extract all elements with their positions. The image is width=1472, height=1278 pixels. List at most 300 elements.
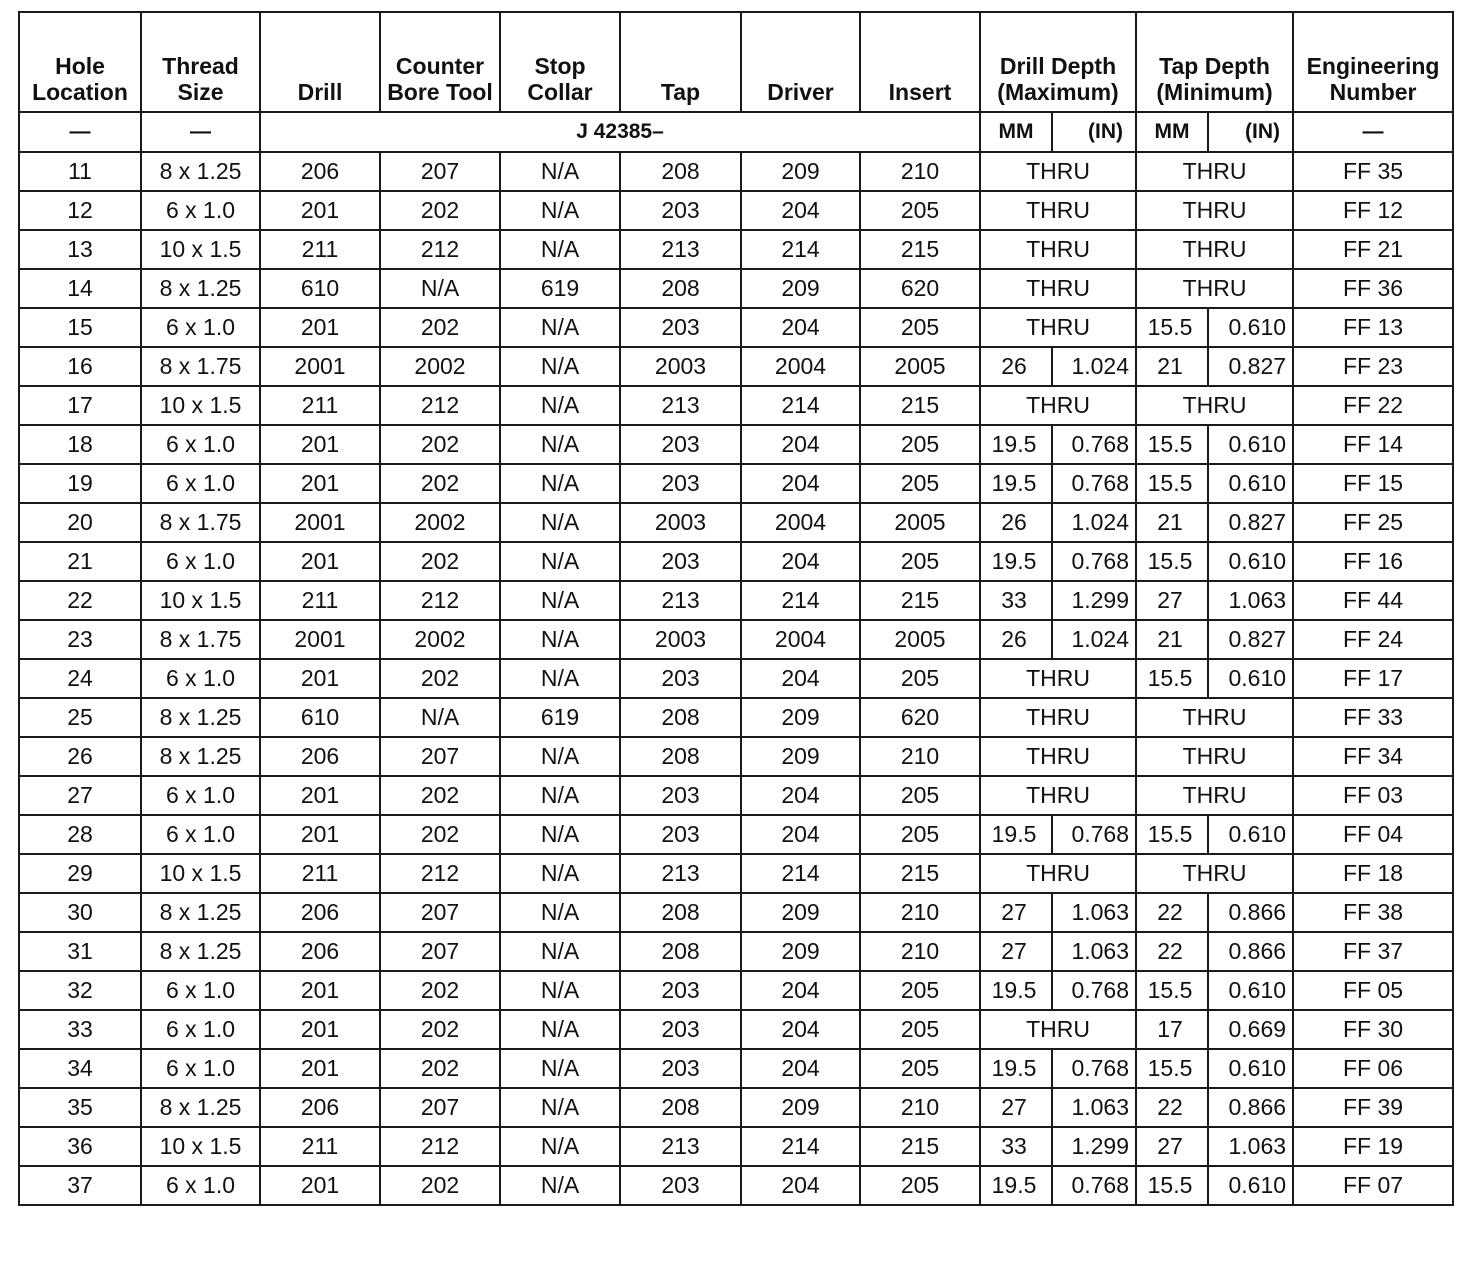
cell-insert: 620 bbox=[860, 269, 980, 308]
cell-tap-depth-mm: 27 bbox=[1136, 581, 1208, 620]
cell-drill-depth-mm: 19.5 bbox=[980, 425, 1052, 464]
cell-thread-size: 6 x 1.0 bbox=[141, 1049, 260, 1088]
cell-drill-depth-mm: 33 bbox=[980, 581, 1052, 620]
cell-tap: 203 bbox=[620, 464, 741, 503]
cell-thread-size: 8 x 1.75 bbox=[141, 503, 260, 542]
cell-drill: 2001 bbox=[260, 620, 380, 659]
cell-stop-collar: 619 bbox=[500, 698, 620, 737]
cell-stop-collar: N/A bbox=[500, 581, 620, 620]
cell-stop-collar: N/A bbox=[500, 1088, 620, 1127]
table-row bbox=[19, 386, 1453, 425]
cell-driver: 204 bbox=[741, 1010, 860, 1049]
cell-thread-size: 6 x 1.0 bbox=[141, 308, 260, 347]
cell-stop-collar: N/A bbox=[500, 1049, 620, 1088]
cell-hole-location: 11 bbox=[19, 152, 141, 191]
cell-driver: 209 bbox=[741, 737, 860, 776]
subheader-row bbox=[19, 112, 1453, 152]
cell-driver: 204 bbox=[741, 1049, 860, 1088]
cell-counter-bore-tool: 202 bbox=[380, 815, 500, 854]
cell-hole-location: 26 bbox=[19, 737, 141, 776]
cell-hole-location: 15 bbox=[19, 308, 141, 347]
cell-stop-collar: N/A bbox=[500, 1166, 620, 1205]
cell-drill-depth: THRU bbox=[980, 737, 1136, 776]
cell-drill-depth: THRU bbox=[980, 854, 1136, 893]
cell-engineering-number: FF 05 bbox=[1293, 971, 1453, 1010]
cell-tap-depth: THRU bbox=[1136, 854, 1293, 893]
cell-tap-depth-in: 0.610 bbox=[1208, 308, 1293, 347]
cell-thread-size: 10 x 1.5 bbox=[141, 386, 260, 425]
cell-counter-bore-tool: 212 bbox=[380, 1127, 500, 1166]
cell-drill: 206 bbox=[260, 932, 380, 971]
cell-tap: 208 bbox=[620, 737, 741, 776]
table-row bbox=[19, 308, 1453, 347]
cell-driver: 204 bbox=[741, 971, 860, 1010]
cell-driver: 209 bbox=[741, 152, 860, 191]
cell-thread-size: 10 x 1.5 bbox=[141, 854, 260, 893]
cell-driver: 204 bbox=[741, 1166, 860, 1205]
cell-engineering-number: FF 15 bbox=[1293, 464, 1453, 503]
cell-tap-depth-mm: 15.5 bbox=[1136, 542, 1208, 581]
cell-drill: 206 bbox=[260, 152, 380, 191]
cell-drill: 2001 bbox=[260, 347, 380, 386]
cell-insert: 205 bbox=[860, 542, 980, 581]
cell-tap: 203 bbox=[620, 1010, 741, 1049]
cell-tap-depth-in: 0.827 bbox=[1208, 620, 1293, 659]
cell-counter-bore-tool: 207 bbox=[380, 737, 500, 776]
cell-drill: 201 bbox=[260, 542, 380, 581]
cell-counter-bore-tool: 202 bbox=[380, 1010, 500, 1049]
cell-engineering-number: FF 14 bbox=[1293, 425, 1453, 464]
cell-thread-size: 6 x 1.0 bbox=[141, 1166, 260, 1205]
cell-tap-depth-in: 0.866 bbox=[1208, 893, 1293, 932]
cell-driver: 204 bbox=[741, 659, 860, 698]
cell-tap: 203 bbox=[620, 425, 741, 464]
cell-counter-bore-tool: 212 bbox=[380, 581, 500, 620]
cell-stop-collar: 619 bbox=[500, 269, 620, 308]
cell-drill-depth-in: 1.063 bbox=[1052, 932, 1136, 971]
cell-tap: 208 bbox=[620, 698, 741, 737]
cell-stop-collar: N/A bbox=[500, 230, 620, 269]
cell-insert: 210 bbox=[860, 1088, 980, 1127]
cell-tap: 203 bbox=[620, 191, 741, 230]
cell-drill: 201 bbox=[260, 659, 380, 698]
cell-stop-collar: N/A bbox=[500, 347, 620, 386]
cell-hole-location: 24 bbox=[19, 659, 141, 698]
cell-thread-size: 6 x 1.0 bbox=[141, 659, 260, 698]
cell-drill-depth-in: 0.768 bbox=[1052, 971, 1136, 1010]
cell-hole-location: 12 bbox=[19, 191, 141, 230]
cell-tap: 203 bbox=[620, 1166, 741, 1205]
cell-hole-location: 21 bbox=[19, 542, 141, 581]
table-row bbox=[19, 152, 1453, 191]
cell-tap-depth-in: 1.063 bbox=[1208, 1127, 1293, 1166]
cell-tap-depth-mm: 21 bbox=[1136, 620, 1208, 659]
cell-counter-bore-tool: 207 bbox=[380, 932, 500, 971]
cell-engineering-number: FF 18 bbox=[1293, 854, 1453, 893]
cell-counter-bore-tool: 2002 bbox=[380, 347, 500, 386]
cell-tap-depth-in: 0.610 bbox=[1208, 815, 1293, 854]
cell-driver: 209 bbox=[741, 932, 860, 971]
cell-tap: 208 bbox=[620, 269, 741, 308]
cell-tap: 203 bbox=[620, 776, 741, 815]
cell-hole-location: 13 bbox=[19, 230, 141, 269]
table-row bbox=[19, 464, 1453, 503]
cell-insert: 205 bbox=[860, 1166, 980, 1205]
cell-driver: 214 bbox=[741, 1127, 860, 1166]
cell-drill: 211 bbox=[260, 1127, 380, 1166]
table-row bbox=[19, 776, 1453, 815]
cell-tap-depth-in: 0.610 bbox=[1208, 971, 1293, 1010]
cell-drill-depth-in: 0.768 bbox=[1052, 425, 1136, 464]
cell-stop-collar: N/A bbox=[500, 815, 620, 854]
cell-drill-depth-mm: 26 bbox=[980, 503, 1052, 542]
cell-insert: 205 bbox=[860, 1010, 980, 1049]
cell-tap: 2003 bbox=[620, 503, 741, 542]
cell-hole-location: 32 bbox=[19, 971, 141, 1010]
cell-drill-depth-mm: 27 bbox=[980, 932, 1052, 971]
cell-engineering-number: FF 37 bbox=[1293, 932, 1453, 971]
cell-driver: 2004 bbox=[741, 347, 860, 386]
cell-thread-size: 6 x 1.0 bbox=[141, 425, 260, 464]
cell-insert: 215 bbox=[860, 386, 980, 425]
cell-hole-location: 27 bbox=[19, 776, 141, 815]
table-row bbox=[19, 191, 1453, 230]
cell-tap-depth-in: 1.063 bbox=[1208, 581, 1293, 620]
cell-insert: 215 bbox=[860, 1127, 980, 1166]
table-row bbox=[19, 425, 1453, 464]
cell-stop-collar: N/A bbox=[500, 542, 620, 581]
cell-thread-size: 6 x 1.0 bbox=[141, 542, 260, 581]
cell-drill-depth: THRU bbox=[980, 776, 1136, 815]
cell-tap-depth: THRU bbox=[1136, 269, 1293, 308]
cell-stop-collar: N/A bbox=[500, 659, 620, 698]
cell-counter-bore-tool: 2002 bbox=[380, 503, 500, 542]
cell-tap: 203 bbox=[620, 542, 741, 581]
cell-drill-depth-mm: 19.5 bbox=[980, 542, 1052, 581]
table-row bbox=[19, 620, 1453, 659]
cell-engineering-number: FF 35 bbox=[1293, 152, 1453, 191]
cell-hole-location: 14 bbox=[19, 269, 141, 308]
cell-insert: 205 bbox=[860, 464, 980, 503]
cell-drill: 201 bbox=[260, 1010, 380, 1049]
cell-counter-bore-tool: 212 bbox=[380, 854, 500, 893]
cell-insert: 205 bbox=[860, 659, 980, 698]
cell-tap: 203 bbox=[620, 308, 741, 347]
cell-tap-depth-mm: 21 bbox=[1136, 503, 1208, 542]
cell-counter-bore-tool: 202 bbox=[380, 425, 500, 464]
cell-counter-bore-tool: N/A bbox=[380, 269, 500, 308]
cell-engineering-number: FF 03 bbox=[1293, 776, 1453, 815]
cell-stop-collar: N/A bbox=[500, 425, 620, 464]
cell-tap-depth-in: 0.669 bbox=[1208, 1010, 1293, 1049]
cell-thread-size: 8 x 1.25 bbox=[141, 698, 260, 737]
cell-drill-depth: THRU bbox=[980, 152, 1136, 191]
table-row bbox=[19, 815, 1453, 854]
header-tap: Tap bbox=[620, 12, 741, 112]
subheader-tap-in: (IN) bbox=[1208, 112, 1293, 152]
cell-hole-location: 29 bbox=[19, 854, 141, 893]
subheader-tap-mm: MM bbox=[1136, 112, 1208, 152]
cell-engineering-number: FF 24 bbox=[1293, 620, 1453, 659]
table-row bbox=[19, 1088, 1453, 1127]
tool-table bbox=[18, 11, 1454, 1206]
cell-engineering-number: FF 44 bbox=[1293, 581, 1453, 620]
cell-drill-depth-mm: 19.5 bbox=[980, 815, 1052, 854]
cell-drill-depth-mm: 19.5 bbox=[980, 1049, 1052, 1088]
cell-hole-location: 37 bbox=[19, 1166, 141, 1205]
cell-counter-bore-tool: 202 bbox=[380, 659, 500, 698]
cell-stop-collar: N/A bbox=[500, 464, 620, 503]
cell-drill: 610 bbox=[260, 698, 380, 737]
cell-stop-collar: N/A bbox=[500, 971, 620, 1010]
cell-driver: 209 bbox=[741, 1088, 860, 1127]
cell-tap: 203 bbox=[620, 659, 741, 698]
cell-hole-location: 25 bbox=[19, 698, 141, 737]
cell-insert: 210 bbox=[860, 737, 980, 776]
header-engineering-number: Engineering Number bbox=[1293, 12, 1453, 112]
cell-tap-depth-in: 0.610 bbox=[1208, 464, 1293, 503]
cell-tap-depth-mm: 22 bbox=[1136, 893, 1208, 932]
cell-engineering-number: FF 33 bbox=[1293, 698, 1453, 737]
cell-tap-depth-in: 0.610 bbox=[1208, 1166, 1293, 1205]
table-header bbox=[19, 12, 1453, 152]
cell-insert: 215 bbox=[860, 230, 980, 269]
cell-thread-size: 8 x 1.25 bbox=[141, 152, 260, 191]
cell-stop-collar: N/A bbox=[500, 932, 620, 971]
cell-drill-depth-in: 0.768 bbox=[1052, 1049, 1136, 1088]
cell-tap: 213 bbox=[620, 1127, 741, 1166]
cell-drill: 206 bbox=[260, 737, 380, 776]
cell-driver: 2004 bbox=[741, 620, 860, 659]
cell-insert: 205 bbox=[860, 308, 980, 347]
cell-thread-size: 6 x 1.0 bbox=[141, 971, 260, 1010]
cell-stop-collar: N/A bbox=[500, 1010, 620, 1049]
cell-hole-location: 22 bbox=[19, 581, 141, 620]
cell-engineering-number: FF 22 bbox=[1293, 386, 1453, 425]
cell-drill: 201 bbox=[260, 464, 380, 503]
cell-tap: 208 bbox=[620, 1088, 741, 1127]
cell-tap-depth-mm: 15.5 bbox=[1136, 971, 1208, 1010]
table-row bbox=[19, 893, 1453, 932]
table-row bbox=[19, 1166, 1453, 1205]
cell-drill-depth-mm: 19.5 bbox=[980, 1166, 1052, 1205]
cell-drill-depth-mm: 19.5 bbox=[980, 971, 1052, 1010]
cell-driver: 204 bbox=[741, 542, 860, 581]
cell-engineering-number: FF 21 bbox=[1293, 230, 1453, 269]
cell-tap: 213 bbox=[620, 581, 741, 620]
cell-drill-depth-mm: 33 bbox=[980, 1127, 1052, 1166]
header-driver: Driver bbox=[741, 12, 860, 112]
cell-engineering-number: FF 34 bbox=[1293, 737, 1453, 776]
cell-driver: 204 bbox=[741, 464, 860, 503]
cell-tap-depth-mm: 21 bbox=[1136, 347, 1208, 386]
cell-insert: 2005 bbox=[860, 620, 980, 659]
cell-engineering-number: FF 38 bbox=[1293, 893, 1453, 932]
table-row bbox=[19, 269, 1453, 308]
cell-engineering-number: FF 36 bbox=[1293, 269, 1453, 308]
cell-drill: 201 bbox=[260, 971, 380, 1010]
subheader-hole-dash: — bbox=[19, 112, 141, 152]
cell-engineering-number: FF 23 bbox=[1293, 347, 1453, 386]
cell-tap-depth-mm: 15.5 bbox=[1136, 1049, 1208, 1088]
subheader-thread-dash: — bbox=[141, 112, 260, 152]
header-row bbox=[19, 12, 1453, 112]
cell-drill: 201 bbox=[260, 1049, 380, 1088]
cell-tap-depth: THRU bbox=[1136, 386, 1293, 425]
cell-engineering-number: FF 07 bbox=[1293, 1166, 1453, 1205]
table-row bbox=[19, 854, 1453, 893]
cell-tap: 203 bbox=[620, 971, 741, 1010]
cell-thread-size: 6 x 1.0 bbox=[141, 464, 260, 503]
cell-engineering-number: FF 16 bbox=[1293, 542, 1453, 581]
cell-counter-bore-tool: 202 bbox=[380, 971, 500, 1010]
cell-thread-size: 8 x 1.25 bbox=[141, 893, 260, 932]
cell-counter-bore-tool: 202 bbox=[380, 776, 500, 815]
cell-hole-location: 19 bbox=[19, 464, 141, 503]
cell-tap-depth-mm: 15.5 bbox=[1136, 815, 1208, 854]
cell-insert: 210 bbox=[860, 152, 980, 191]
cell-tap-depth-in: 0.610 bbox=[1208, 1049, 1293, 1088]
cell-driver: 204 bbox=[741, 815, 860, 854]
cell-drill-depth: THRU bbox=[980, 698, 1136, 737]
cell-hole-location: 23 bbox=[19, 620, 141, 659]
cell-drill-depth-in: 0.768 bbox=[1052, 1166, 1136, 1205]
header-tap-depth: Tap Depth (Minimum) bbox=[1136, 12, 1293, 112]
cell-stop-collar: N/A bbox=[500, 152, 620, 191]
cell-drill-depth-in: 1.024 bbox=[1052, 503, 1136, 542]
cell-drill: 201 bbox=[260, 425, 380, 464]
table-row bbox=[19, 1127, 1453, 1166]
cell-engineering-number: FF 06 bbox=[1293, 1049, 1453, 1088]
cell-counter-bore-tool: 207 bbox=[380, 1088, 500, 1127]
cell-drill: 610 bbox=[260, 269, 380, 308]
cell-thread-size: 8 x 1.75 bbox=[141, 347, 260, 386]
table-row bbox=[19, 698, 1453, 737]
cell-drill: 211 bbox=[260, 386, 380, 425]
cell-drill-depth: THRU bbox=[980, 386, 1136, 425]
cell-hole-location: 30 bbox=[19, 893, 141, 932]
cell-insert: 210 bbox=[860, 893, 980, 932]
header-drill: Drill bbox=[260, 12, 380, 112]
cell-drill-depth: THRU bbox=[980, 308, 1136, 347]
cell-stop-collar: N/A bbox=[500, 386, 620, 425]
table-row bbox=[19, 1049, 1453, 1088]
cell-tap-depth-in: 0.827 bbox=[1208, 347, 1293, 386]
cell-tap-depth-mm: 22 bbox=[1136, 932, 1208, 971]
subheader-eng-dash: — bbox=[1293, 112, 1453, 152]
table-row bbox=[19, 503, 1453, 542]
cell-driver: 209 bbox=[741, 893, 860, 932]
cell-counter-bore-tool: N/A bbox=[380, 698, 500, 737]
cell-driver: 214 bbox=[741, 230, 860, 269]
cell-thread-size: 8 x 1.75 bbox=[141, 620, 260, 659]
cell-engineering-number: FF 04 bbox=[1293, 815, 1453, 854]
cell-insert: 205 bbox=[860, 971, 980, 1010]
cell-driver: 204 bbox=[741, 425, 860, 464]
cell-drill: 211 bbox=[260, 230, 380, 269]
cell-drill-depth-mm: 26 bbox=[980, 620, 1052, 659]
cell-drill: 211 bbox=[260, 581, 380, 620]
cell-counter-bore-tool: 202 bbox=[380, 1049, 500, 1088]
table-row bbox=[19, 581, 1453, 620]
cell-hole-location: 33 bbox=[19, 1010, 141, 1049]
cell-tap-depth: THRU bbox=[1136, 776, 1293, 815]
cell-drill: 201 bbox=[260, 308, 380, 347]
cell-thread-size: 10 x 1.5 bbox=[141, 230, 260, 269]
table-row bbox=[19, 971, 1453, 1010]
subheader-drill-mm: MM bbox=[980, 112, 1052, 152]
cell-hole-location: 36 bbox=[19, 1127, 141, 1166]
cell-tap: 213 bbox=[620, 386, 741, 425]
cell-hole-location: 34 bbox=[19, 1049, 141, 1088]
cell-engineering-number: FF 30 bbox=[1293, 1010, 1453, 1049]
cell-insert: 210 bbox=[860, 932, 980, 971]
cell-counter-bore-tool: 212 bbox=[380, 386, 500, 425]
header-drill-depth: Drill Depth (Maximum) bbox=[980, 12, 1136, 112]
cell-counter-bore-tool: 212 bbox=[380, 230, 500, 269]
cell-tap-depth-in: 0.610 bbox=[1208, 425, 1293, 464]
cell-drill: 201 bbox=[260, 776, 380, 815]
cell-tap: 203 bbox=[620, 815, 741, 854]
cell-thread-size: 8 x 1.25 bbox=[141, 737, 260, 776]
cell-hole-location: 35 bbox=[19, 1088, 141, 1127]
cell-tap: 213 bbox=[620, 230, 741, 269]
cell-tap: 203 bbox=[620, 1049, 741, 1088]
cell-tap-depth-in: 0.827 bbox=[1208, 503, 1293, 542]
cell-drill: 2001 bbox=[260, 503, 380, 542]
table-row bbox=[19, 932, 1453, 971]
cell-drill: 201 bbox=[260, 815, 380, 854]
cell-insert: 205 bbox=[860, 1049, 980, 1088]
cell-tap-depth-mm: 15.5 bbox=[1136, 659, 1208, 698]
cell-tap-depth-in: 0.866 bbox=[1208, 932, 1293, 971]
cell-hole-location: 17 bbox=[19, 386, 141, 425]
cell-stop-collar: N/A bbox=[500, 737, 620, 776]
cell-insert: 620 bbox=[860, 698, 980, 737]
cell-drill: 201 bbox=[260, 191, 380, 230]
cell-drill-depth-mm: 19.5 bbox=[980, 464, 1052, 503]
cell-tap-depth-in: 0.610 bbox=[1208, 659, 1293, 698]
cell-engineering-number: FF 13 bbox=[1293, 308, 1453, 347]
cell-drill-depth-in: 0.768 bbox=[1052, 815, 1136, 854]
table-row bbox=[19, 659, 1453, 698]
cell-tap: 208 bbox=[620, 932, 741, 971]
cell-drill-depth-in: 1.024 bbox=[1052, 347, 1136, 386]
header-thread-size: Thread Size bbox=[141, 12, 260, 112]
cell-drill: 201 bbox=[260, 1166, 380, 1205]
cell-stop-collar: N/A bbox=[500, 854, 620, 893]
cell-tap-depth: THRU bbox=[1136, 152, 1293, 191]
cell-drill: 206 bbox=[260, 893, 380, 932]
cell-engineering-number: FF 12 bbox=[1293, 191, 1453, 230]
header-stop-collar: Stop Collar bbox=[500, 12, 620, 112]
header-insert: Insert bbox=[860, 12, 980, 112]
cell-insert: 205 bbox=[860, 815, 980, 854]
cell-thread-size: 6 x 1.0 bbox=[141, 191, 260, 230]
cell-drill-depth-in: 0.768 bbox=[1052, 464, 1136, 503]
subheader-drill-in: (IN) bbox=[1052, 112, 1136, 152]
cell-insert: 215 bbox=[860, 854, 980, 893]
cell-drill-depth-mm: 27 bbox=[980, 893, 1052, 932]
cell-driver: 2004 bbox=[741, 503, 860, 542]
cell-counter-bore-tool: 207 bbox=[380, 893, 500, 932]
cell-driver: 204 bbox=[741, 776, 860, 815]
cell-thread-size: 6 x 1.0 bbox=[141, 1010, 260, 1049]
cell-tap-depth-mm: 15.5 bbox=[1136, 464, 1208, 503]
cell-drill-depth: THRU bbox=[980, 269, 1136, 308]
cell-driver: 214 bbox=[741, 854, 860, 893]
cell-engineering-number: FF 25 bbox=[1293, 503, 1453, 542]
